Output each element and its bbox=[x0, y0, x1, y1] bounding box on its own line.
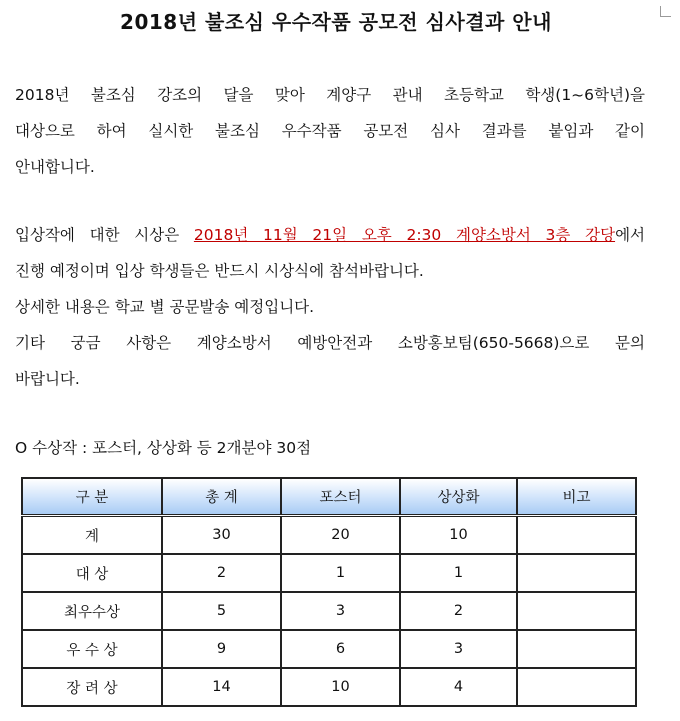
table-cell: 30 bbox=[162, 516, 281, 555]
ceremony-datetime-location: 2018년 11월 21일 오후 2:30 계양소방서 3층 강당 bbox=[193, 226, 616, 244]
awards-heading-container bbox=[15, 430, 645, 466]
table-row bbox=[22, 554, 636, 592]
table-header-poster: 포스터 bbox=[281, 478, 400, 516]
ceremony-line-1 bbox=[15, 217, 645, 253]
table-cell bbox=[517, 668, 636, 706]
table-cell: 4 bbox=[400, 668, 517, 706]
table-cell: 1 bbox=[281, 554, 400, 592]
table-cell: 2 bbox=[162, 554, 281, 592]
table-cell: 9 bbox=[162, 630, 281, 668]
ceremony-line-4: 기타 궁금 사항은 계양소방서 예방안전과 소방홍보팀(650-5668)으로 문의 bbox=[15, 334, 645, 352]
intro-line-2: 대상으로 하여 실시한 불조심 우수작품 공모전 심사 결과를 붙임과 같이 bbox=[15, 122, 645, 140]
awards-heading: O 수상작 : 포스터, 상상화 등 2개분야 30점 bbox=[15, 439, 312, 457]
table-row bbox=[22, 630, 636, 668]
table-cell bbox=[517, 630, 636, 668]
table-cell: 5 bbox=[162, 592, 281, 630]
table-header-remarks: 비고 bbox=[517, 478, 636, 516]
table-cell: 3 bbox=[400, 630, 517, 668]
awards-table bbox=[21, 477, 637, 707]
table-row bbox=[22, 516, 636, 555]
ceremony-line-5: 바랍니다. bbox=[15, 370, 80, 388]
table-cell: 1 bbox=[400, 554, 517, 592]
table-cell: 2 bbox=[400, 592, 517, 630]
table-cell: 14 bbox=[162, 668, 281, 706]
page-corner-mark bbox=[660, 6, 671, 17]
table-cell bbox=[517, 516, 636, 555]
table-cell: 최우수상 bbox=[22, 592, 162, 630]
table-cell: 3 bbox=[281, 592, 400, 630]
ceremony-line-1-pre: 입상작에 대한 시상은 bbox=[15, 226, 194, 244]
table-header-total: 총 계 bbox=[162, 478, 281, 516]
table-cell: 10 bbox=[281, 668, 400, 706]
intro-line-1: 2018년 불조심 강조의 달을 맞아 계양구 관내 초등학교 학생(1~6학년)을 bbox=[15, 86, 645, 104]
table-header-row bbox=[22, 478, 636, 516]
ceremony-paragraph bbox=[15, 217, 645, 397]
table-cell bbox=[517, 592, 636, 630]
intro-paragraph bbox=[15, 77, 645, 185]
table-row bbox=[22, 668, 636, 706]
ceremony-line-1-post: 에서 bbox=[615, 226, 646, 244]
table-cell: 대 상 bbox=[22, 554, 162, 592]
table-cell: 10 bbox=[400, 516, 517, 555]
table-header-imagination: 상상화 bbox=[400, 478, 517, 516]
table-cell: 20 bbox=[281, 516, 400, 555]
intro-line-3: 안내합니다. bbox=[15, 158, 95, 176]
ceremony-line-2: 진행 예정이며 입상 학생들은 반드시 시상식에 참석바랍니다. bbox=[15, 262, 424, 280]
table-cell: 계 bbox=[22, 516, 162, 555]
table-cell: 우 수 상 bbox=[22, 630, 162, 668]
table-cell bbox=[517, 554, 636, 592]
page-title: 2018년 불조심 우수작품 공모전 심사결과 안내 bbox=[120, 10, 552, 34]
table-cell: 6 bbox=[281, 630, 400, 668]
table-cell: 장 려 상 bbox=[22, 668, 162, 706]
table-row bbox=[22, 592, 636, 630]
table-header-category: 구 분 bbox=[22, 478, 162, 516]
ceremony-line-3: 상세한 내용은 학교 별 공문발송 예정입니다. bbox=[15, 298, 315, 316]
